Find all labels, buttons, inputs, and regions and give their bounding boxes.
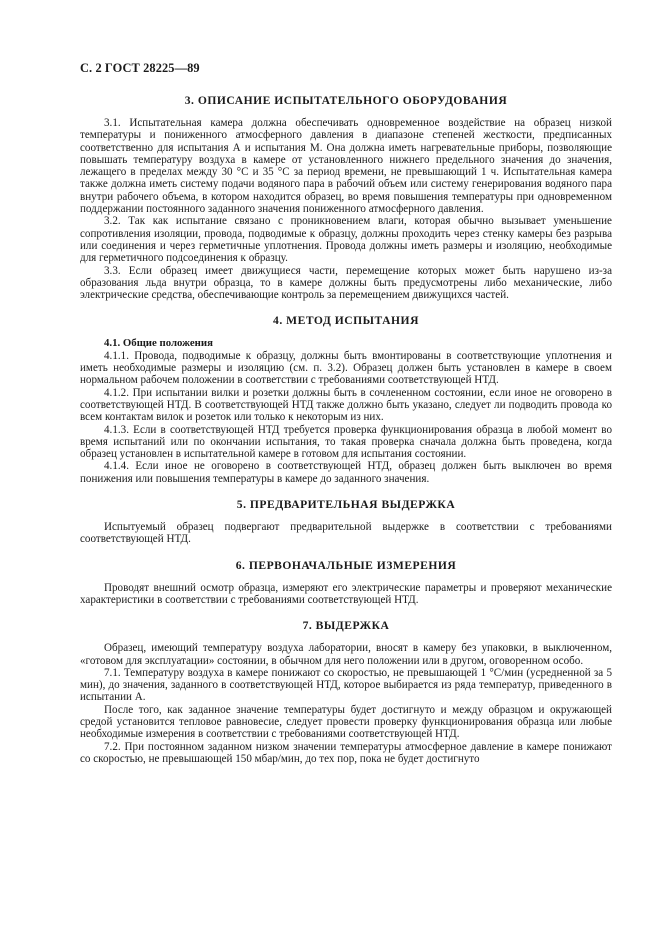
paragraph-7-1-cont: После того, как заданное значение температуры будет достигнуто и между образцом и окружающей средой установится тепловое равновесие, следует провести проверку функционирования образца или любые необходимые измерения в соответствии с требованиями соответствующей НТД. (80, 703, 612, 741)
paragraph-7-2: 7.2. При постоянном заданном низком значении температуры атмосферное давление в камере понижают со скоростью, не превышающей 150 мбар/мин, до тех пор, пока не будет достигнуто (80, 740, 612, 765)
paragraph-3-1: 3.1. Испытательная камера должна обеспечивать одновременное воздействие на образец низкой температуры и пониженного атмосферного давления в диапазоне степеней жесткости, предписанных соответственно для испытания А и испытания М. Она должна иметь нагревательные приборы, позволяющие повышать температуру воздуха в камере от установленного нижнего предельного значения до значения, лежащего в пределах между 30 °С и 35 °С за период времени, не превышающий 1 ч. Испытательная камера также должна иметь систему подачи водяного пара в рабочий объем или систему генерирования водяного пара внутри рабочего объема, в котором находится образец, во время повышения температуры при одновременном поддержании постоянного заданного значения пониженного атмосферного давления. (80, 117, 612, 216)
document-body (80, 94, 612, 765)
section-4 (80, 314, 612, 485)
paragraph-4-1-1: 4.1.1. Провода, подводимые к образцу, должны быть вмонтированы в соответствующие уплотнения и иметь необходимые размеры и изоляцию (см. п. 3.2). Образец должен быть установлен в камере в своем нормальном рабочем положении в соответствии с требованиями соответствующей НТД. (80, 349, 612, 387)
paragraph-4-1-3: 4.1.3. Если в соответствующей НТД требуется проверка функционирования образца в любой момент во время испытаний или по окончании испытания, то такая проверка сначала должна быть проведена, когда образец установлен в испытательной камере в готовом для испытания состоянии. (80, 423, 612, 461)
paragraph-7-1: 7.1. Температуру воздуха в камере понижают со скоростью, не превышающей 1 °С/мин (усредненной за 5 мин), до значения, заданного в соответствующей НТД, которое выбирается из ряда температур, приведенного в испытании А. (80, 666, 612, 704)
paragraph-4-1-4: 4.1.4. Если иное не оговорено в соответствующей НТД, образец должен быть выключен во время понижения или повышения температуры в камере до заданного значения. (80, 460, 612, 485)
paragraph-3-2: 3.2. Так как испытание связано с проникновением влаги, которая обычно вызывает уменьшение сопротивления изоляции, провода, подводимые к образцу, должны проходить через стенку камеры без разрыва или соединения и через герметичные уплотнения. Провода должны иметь размеры и изоляцию, необходимые для герметичного подсоединения к образцу. (80, 215, 612, 265)
section-3 (80, 94, 612, 301)
section-title: 7. ВЫДЕРЖКА (302, 619, 390, 633)
subsection-title: 4.1. Общие положения (104, 337, 213, 350)
section-title: 6. ПЕРВОНАЧАЛЬНЫЕ ИЗМЕРЕНИЯ (235, 558, 457, 572)
paragraph-7-intro: Образец, имеющий температуру воздуха лаборатории, вносят в камеру без упаковки, в выключенном, «готовом для эксплуатации» состоянии, в обычном для него положении или в другом, оговоренном особо. (80, 642, 612, 667)
section-title: 3. ОПИСАНИЕ ИСПЫТАТЕЛЬНОГО ОБОРУДОВАНИЯ (184, 94, 508, 107)
running-header: С. 2 ГОСТ 28225—89 (80, 61, 200, 75)
section-5 (80, 498, 612, 546)
paragraph-6: Проводят внешний осмотр образца, измеряют его электрические параметры и проверяют механические характеристики в соответствии с требованиями соответствующей НТД. (80, 581, 612, 606)
paragraph-3-3: 3.3. Если образец имеет движущиеся части, перемещение которых может быть нарушено из-за образования льда внутри образца, то в камере должны быть предусмотрены либо механические, либо электрические средства, обеспечивающие контроль за перемещением движущихся частей. (80, 264, 612, 302)
section-title: 4. МЕТОД ИСПЫТАНИЯ (273, 314, 419, 328)
section-title: 5. ПРЕДВАРИТЕЛЬНАЯ ВЫДЕРЖКА (236, 498, 456, 512)
paragraph-4-1-2: 4.1.2. При испытании вилки и розетки должны быть в сочлененном состоянии, если иное не оговорено в соответствующей НТД. В соответствующей НТД также должно быть указано, следует ли подводить провода ко всем контактам вилок и розеток или только к некоторым из них. (80, 386, 612, 424)
section-6 (80, 559, 612, 607)
section-7 (80, 619, 612, 765)
paragraph-5: Испытуемый образец подвергают предварительной выдержке в соответствии с требованиями соответствующей НТД. (80, 521, 612, 546)
